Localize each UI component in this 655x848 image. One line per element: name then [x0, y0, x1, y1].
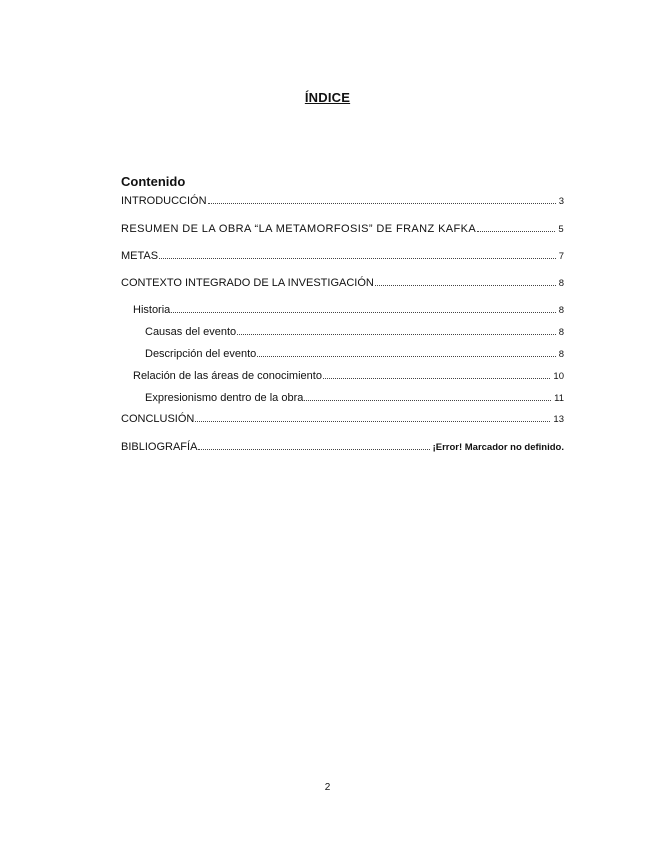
toc-entry-metas[interactable]	[121, 250, 564, 262]
toc-entry-page: 8	[558, 349, 564, 360]
toc-entry-page: 13	[553, 414, 564, 425]
toc-entry-label: Historia	[133, 304, 171, 316]
toc-entry-conclusion[interactable]	[121, 413, 564, 425]
toc-entry-label: METAS	[121, 250, 159, 262]
toc-leader-dots	[477, 231, 555, 232]
toc-entry-page: 3	[558, 196, 564, 207]
toc-entry-contexto[interactable]	[121, 277, 564, 289]
toc-leader-dots	[323, 378, 550, 379]
toc-entry-descripcion[interactable]	[145, 348, 564, 360]
toc-leader-dots	[159, 258, 556, 259]
toc-entry-historia[interactable]	[133, 304, 564, 316]
toc-entry-label: Relación de las áreas de conocimiento	[133, 370, 322, 382]
toc-entry-label: CONTEXTO INTEGRADO DE LA INVESTIGACIÓN	[121, 277, 374, 289]
page-number: 2	[324, 782, 331, 793]
toc-entry-label: Descripción del evento	[145, 348, 257, 360]
toc-entry-label: INTRODUCCIÓN	[121, 195, 207, 207]
toc-entry-introduccion[interactable]	[121, 195, 564, 207]
toc-entry-bibliografia[interactable]	[121, 441, 564, 453]
toc-leader-dots	[171, 312, 555, 313]
toc-entry-page: 11	[554, 393, 564, 404]
toc-leader-dots	[304, 400, 551, 401]
toc-entry-page: 7	[558, 251, 564, 262]
toc-entry-expresionismo[interactable]	[145, 392, 564, 404]
toc-entry-relacion[interactable]	[133, 370, 564, 382]
toc-entry-label: BIBLIOGRAFÍA	[121, 441, 198, 453]
toc-entry-label: Expresionismo dentro de la obra	[145, 392, 304, 404]
toc-leader-dots	[195, 421, 550, 422]
toc-entry-page: 8	[558, 305, 564, 316]
toc-leader-dots	[257, 356, 555, 357]
toc-entry-page: 10	[553, 371, 564, 382]
toc-leader-dots	[237, 334, 556, 335]
toc-entry-resumen[interactable]	[121, 223, 564, 235]
toc-leader-dots	[208, 203, 556, 204]
toc-entry-label: CONCLUSIÓN	[121, 413, 195, 425]
toc-entry-error: ¡Error! Marcador no definido.	[432, 442, 564, 453]
toc-entry-page: 8	[558, 327, 564, 338]
contents-label: Contenido	[121, 174, 186, 189]
toc-entry-causas[interactable]	[145, 326, 564, 338]
toc-entry-page: 8	[558, 278, 564, 289]
toc-leader-dots	[198, 449, 429, 450]
toc-entry-label: RESUMEN DE LA OBRA “LA METAMORFOSIS” DE FRANZ KAFKA	[121, 223, 477, 235]
toc-entry-page: 5	[558, 224, 564, 235]
toc-leader-dots	[375, 285, 556, 286]
page-title: ÍNDICE	[304, 90, 351, 105]
toc-entry-label: Causas del evento	[145, 326, 237, 338]
